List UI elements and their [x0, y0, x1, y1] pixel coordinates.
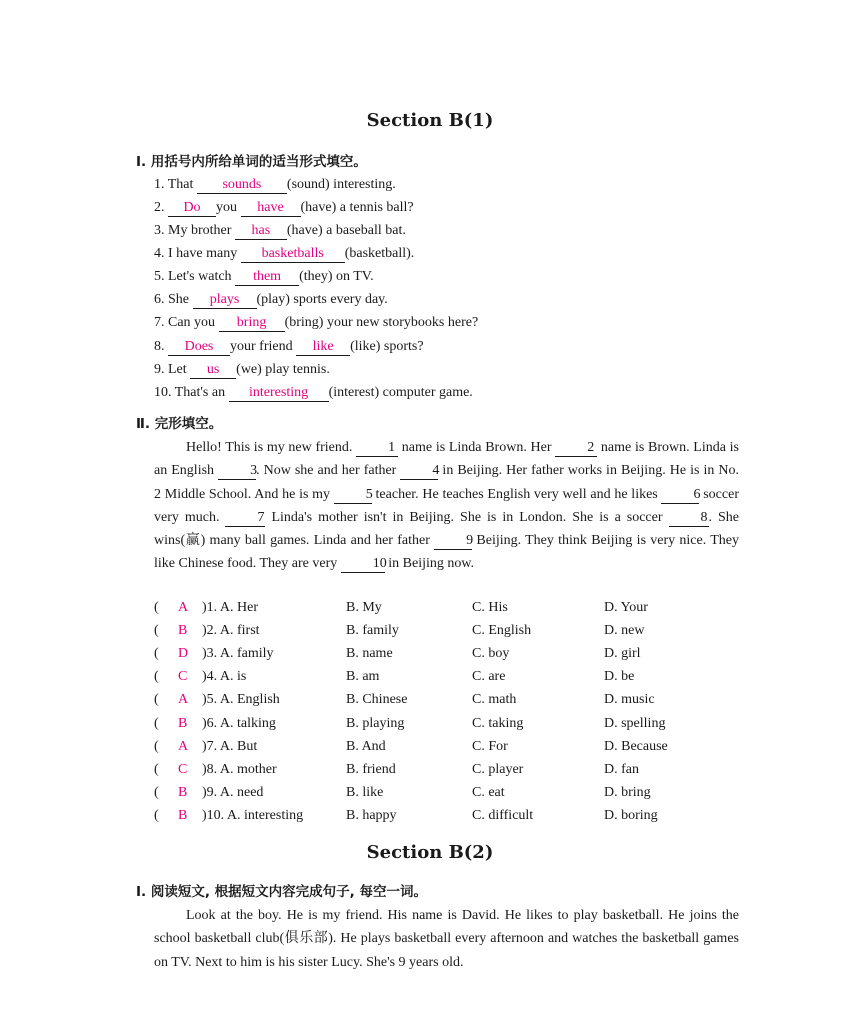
part3-heading: Ⅰ. 阅读短文, 根据短文内容完成句子, 每空一词。 — [136, 884, 428, 900]
answer-letter: C — [178, 761, 188, 777]
item-text: (we) play tennis. — [236, 362, 330, 377]
item-text: (play) sports every day. — [256, 292, 388, 307]
option-d: D. new — [604, 623, 645, 639]
cloze-blank-8: 8 — [669, 511, 709, 527]
passage-text: name is Linda Brown. Her — [398, 440, 556, 455]
option-c: C. are — [472, 669, 506, 685]
choice-question — [154, 669, 754, 691]
fill-item-1 — [154, 177, 396, 194]
answer-letter: B — [178, 784, 188, 800]
option-no: )7. A. But — [202, 738, 258, 754]
option-no: )9. A. need — [202, 784, 264, 800]
answer-letter: B — [178, 715, 188, 731]
open-paren: ( — [154, 646, 159, 662]
answer-blank: sounds — [197, 178, 287, 194]
passage-text: . Now she and her father — [256, 463, 401, 479]
answer-blank: plays — [193, 293, 257, 309]
choice-question — [154, 808, 754, 830]
option-c: C. math — [472, 692, 517, 708]
item-text: (bring) your new storybooks here? — [284, 315, 479, 330]
section-b1-title: Section B(1) — [366, 110, 494, 131]
passage-text: name is Brown. Linda is an English — [154, 440, 739, 479]
answer-letter: A — [178, 738, 189, 754]
open-paren: ( — [154, 623, 159, 639]
open-paren: ( — [154, 784, 159, 800]
option-d: D. girl — [604, 646, 641, 662]
passage-text: in Beijing now. — [384, 556, 475, 572]
fill-item-10 — [154, 385, 473, 402]
fill-item-5 — [154, 269, 374, 286]
choice-question — [154, 646, 754, 668]
option-no: )3. A. family — [202, 646, 274, 662]
fill-item-3 — [154, 223, 406, 240]
option-b: B. like — [346, 784, 384, 800]
choice-question — [154, 692, 754, 714]
option-b: B. name — [346, 646, 393, 662]
option-b: B. family — [346, 623, 399, 639]
passage-text: soccer very much. — [154, 486, 739, 525]
cloze-blank-2: 2 — [555, 441, 597, 457]
fill-item-7 — [154, 315, 478, 332]
item-text: your friend — [230, 339, 297, 354]
option-c: C. taking — [472, 715, 524, 731]
option-d: D. fan — [604, 761, 639, 777]
item-text: (have) a tennis ball? — [300, 200, 414, 215]
passage-text: . She wins(赢) many ball games. Linda and her father — [154, 509, 740, 549]
part2-heading: Ⅱ. 完形填空。 — [136, 416, 223, 432]
answer-blank: interesting — [229, 386, 329, 402]
answer-letter: A — [178, 600, 189, 615]
item-text: (have) a baseball bat. — [286, 223, 406, 238]
option-no: )5. A. English — [202, 692, 280, 708]
part1-heading: Ⅰ. 用括号内所给单词的适当形式填空。 — [136, 154, 367, 170]
answer-blank: basketballs — [241, 247, 345, 263]
option-c: C. His — [472, 600, 508, 615]
cloze-blank-1: 1 — [356, 441, 398, 457]
answer-letter: B — [178, 807, 188, 823]
cloze-blank-5: 5 — [334, 488, 372, 504]
item-text: 5. Let's watch — [154, 269, 236, 284]
option-b: B. happy — [346, 807, 397, 823]
item-text: 6. She — [154, 292, 193, 307]
answer-letter: A — [178, 692, 189, 708]
item-text: 4. I have many — [154, 246, 241, 261]
passage-text: Linda's mother isn't in Beijing. She is in London. She is a soccer — [265, 509, 669, 525]
open-paren: ( — [154, 600, 159, 615]
section-b2-title: Section B(2) — [366, 842, 494, 863]
fill-item-2 — [154, 200, 414, 217]
option-no: )2. A. first — [202, 623, 260, 639]
answer-letter: D — [178, 646, 189, 662]
answer-blank: have — [241, 201, 301, 217]
option-c: C. eat — [472, 784, 505, 800]
option-d: D. Because — [604, 738, 668, 754]
answer-blank: Does — [168, 340, 230, 356]
item-text: (basketball). — [344, 246, 415, 261]
cloze-blank-9: 9 — [434, 534, 472, 550]
option-b: B. Chinese — [346, 692, 408, 708]
item-text: 1. That — [154, 177, 197, 192]
reading-passage — [154, 904, 739, 974]
item-text: 9. Let — [154, 362, 191, 377]
choice-question — [154, 600, 754, 622]
answer-letter: B — [178, 623, 188, 639]
open-paren: ( — [154, 761, 159, 777]
open-paren: ( — [154, 807, 159, 823]
item-text: (like) sports? — [350, 339, 424, 354]
choice-question — [154, 623, 754, 645]
open-paren: ( — [154, 692, 159, 708]
item-text: (sound) interesting. — [286, 177, 396, 192]
fill-item-8 — [154, 339, 424, 356]
reading-text: Look at the boy. He is my friend. His name is David. He likes to play basketball. He joins the school basketball club(俱乐部). He plays basketball every afternoon and watches the basketball games on TV. Next to him is his sister Lucy. She's 9 years old. — [154, 908, 739, 970]
option-c: C. player — [472, 761, 524, 777]
fill-item-6 — [154, 292, 388, 309]
answer-blank: bring — [219, 316, 285, 332]
fill-item-4 — [154, 246, 414, 263]
item-text: 2. — [154, 200, 168, 215]
item-text: 3. My brother — [154, 223, 235, 238]
item-text: 8. — [154, 339, 168, 354]
option-b: B. friend — [346, 761, 396, 777]
choice-question — [154, 762, 754, 784]
option-no: )10. A. interesting — [202, 807, 304, 823]
cloze-blank-3: 3 — [218, 464, 256, 480]
answer-blank: Do — [168, 201, 216, 217]
item-text: 7. Can you — [154, 315, 219, 330]
option-d: D. spelling — [604, 715, 666, 731]
option-c: C. boy — [472, 646, 510, 662]
cloze-blank-7: 7 — [225, 511, 265, 527]
option-d: D. be — [604, 669, 635, 685]
item-text: 10. That's an — [154, 385, 229, 400]
option-d: D. bring — [604, 784, 651, 800]
cloze-blank-4: 4 — [400, 464, 438, 480]
option-c: C. difficult — [472, 807, 534, 823]
item-text: (they) on TV. — [299, 269, 374, 284]
choice-question — [154, 785, 754, 807]
option-b: B. am — [346, 669, 380, 685]
option-b: B. My — [346, 600, 382, 615]
cloze-passage — [154, 436, 739, 576]
passage-text: in Beijing. Her father works in Beijing. He is in No. 2 Middle School. And he is my — [154, 463, 739, 502]
open-paren: ( — [154, 738, 159, 754]
cloze-blank-6: 6 — [661, 488, 699, 504]
item-text: you — [216, 200, 241, 215]
option-no: )1. A. Her — [202, 600, 258, 615]
choice-question — [154, 716, 754, 738]
choice-question — [154, 739, 754, 761]
answer-blank: them — [235, 270, 299, 286]
answer-blank: has — [235, 224, 287, 240]
answer-letter: C — [178, 669, 188, 685]
option-c: C. English — [472, 623, 532, 639]
item-text: (interest) computer game. — [328, 385, 473, 400]
option-no: )8. A. mother — [202, 761, 277, 777]
fill-item-9 — [154, 362, 330, 379]
answer-blank: us — [190, 363, 236, 379]
option-d: D. music — [604, 692, 655, 708]
option-b: B. playing — [346, 715, 405, 731]
option-b: B. And — [346, 738, 386, 754]
option-no: )6. A. talking — [202, 715, 276, 731]
passage-text: teacher. He teaches English very well and he likes — [371, 486, 662, 502]
option-no: )4. A. is — [202, 669, 247, 685]
option-d: D. Your — [604, 600, 648, 615]
option-d: D. boring — [604, 807, 658, 823]
option-c: C. For — [472, 738, 508, 754]
open-paren: ( — [154, 715, 159, 731]
answer-blank: like — [296, 340, 350, 356]
passage-text: Hello! This is my new friend. — [186, 440, 357, 455]
cloze-blank-10: 10 — [341, 557, 385, 573]
passage-text: Beijing. They think Beijing is very nice. They like Chinese food. They are very — [154, 533, 740, 572]
open-paren: ( — [154, 669, 159, 685]
